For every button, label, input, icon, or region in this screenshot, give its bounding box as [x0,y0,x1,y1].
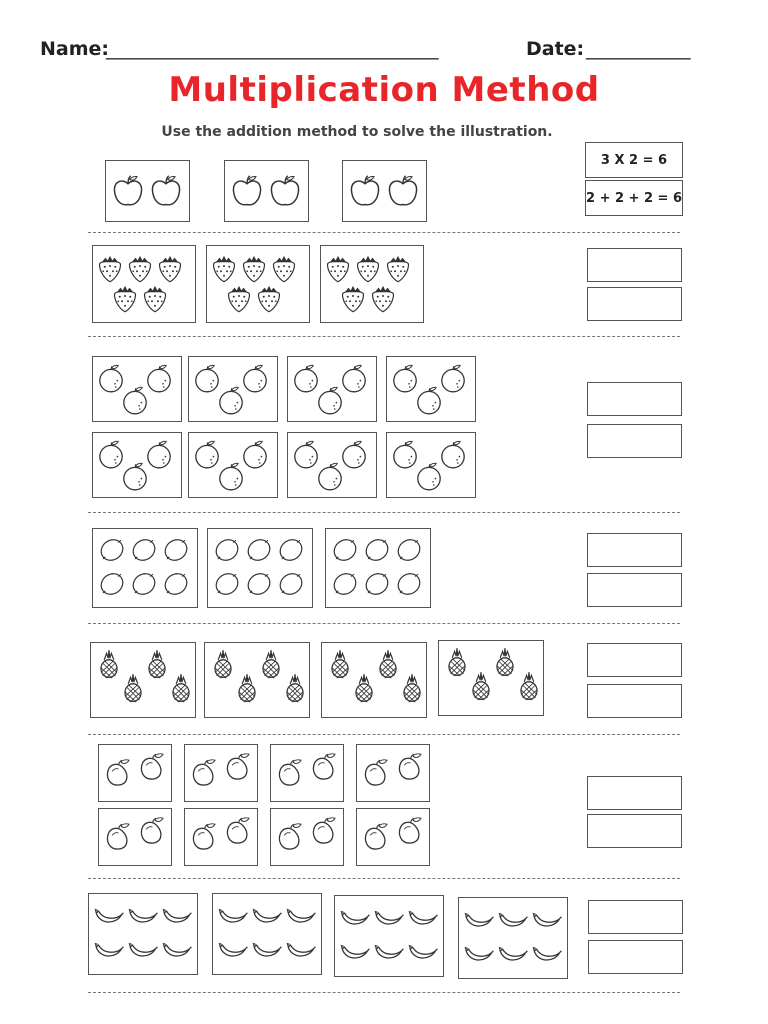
mango-icon [135,751,167,787]
banana-icon [407,902,439,938]
lemon-icon [212,535,242,569]
banana-icon [339,936,371,972]
strawberry-icon [383,254,413,288]
answer-addition-box[interactable] [587,287,682,321]
mango-group-box [356,808,430,866]
orange-icon [215,385,247,421]
banana-group-box [458,897,568,979]
banana-icon [497,904,529,940]
name-date-header [40,38,730,66]
banana-icon [127,934,159,970]
banana-icon [373,902,405,938]
mango-icon [101,757,133,793]
apple-icon [385,173,421,213]
pineapple-group-box [204,642,310,718]
banana-icon [531,938,563,974]
mango-icon [359,757,391,793]
answer-multiplication-box[interactable] [587,776,682,810]
banana-icon [373,936,405,972]
answer-addition-box[interactable] [587,684,682,718]
lemon-icon [394,569,424,603]
banana-icon [531,904,563,940]
banana-icon [251,900,283,936]
lemon-icon [129,569,159,603]
lemon-group-box [325,528,431,608]
date-label: Date: [526,38,585,60]
orange-group-box [92,432,182,498]
example-addition-box: 2 + 2 + 2 = 6 [585,180,683,216]
banana-icon [127,900,159,936]
pineapple-icon [117,671,149,707]
orange-group-box [287,356,377,422]
strawberry-group-box [206,245,310,323]
mango-group-box [98,744,172,802]
apple-icon [110,173,146,213]
banana-icon [497,938,529,974]
lemon-icon [276,569,306,603]
orange-group-box [188,432,278,498]
example-multiplication-box: 3 X 2 = 6 [585,142,683,178]
orange-group-box [386,432,476,498]
lemon-icon [244,535,274,569]
orange-group-box [287,432,377,498]
mango-icon [359,821,391,857]
page-title: Multiplication Method [168,70,600,110]
answer-multiplication-box[interactable] [587,643,682,677]
mango-group-box [270,808,344,866]
strawberry-icon [224,284,254,318]
name-line[interactable]: ___________________________________ [106,38,439,60]
banana-icon [339,902,371,938]
orange-group-box [92,356,182,422]
lemon-group-box [207,528,313,608]
banana-icon [93,900,125,936]
strawberry-icon [140,284,170,318]
section-divider [88,734,680,735]
section-divider [88,512,680,513]
apple-icon [148,173,184,213]
answer-multiplication-box[interactable] [587,533,682,567]
banana-icon [217,934,249,970]
lemon-icon [212,569,242,603]
lemon-icon [97,535,127,569]
orange-icon [119,385,151,421]
name-label: Name: [40,38,110,60]
answer-addition-box[interactable] [587,424,682,458]
pineapple-group-box [438,640,544,716]
banana-group-box [212,893,322,975]
answer-addition-box[interactable] [587,573,682,607]
section-divider [88,623,680,624]
banana-icon [463,938,495,974]
strawberry-icon [110,284,140,318]
orange-group-box [188,356,278,422]
lemon-icon [394,535,424,569]
orange-icon [413,461,445,497]
pineapple-icon [465,669,497,705]
apple-icon [267,173,303,213]
lemon-group-box [92,528,198,608]
pineapple-icon [231,671,263,707]
answer-addition-box[interactable] [587,814,682,848]
mango-icon [393,815,425,851]
banana-group-box [334,895,444,977]
banana-icon [407,936,439,972]
mango-icon [101,821,133,857]
pineapple-icon [396,671,428,707]
banana-icon [93,934,125,970]
lemon-icon [129,535,159,569]
orange-icon [215,461,247,497]
banana-icon [285,900,317,936]
apple-group-box [342,160,427,222]
mango-icon [307,751,339,787]
instruction-text: Use the addition method to solve the illustration. [161,124,553,140]
section-divider [88,336,680,337]
answer-multiplication-box[interactable] [588,900,683,934]
mango-icon [221,751,253,787]
strawberry-group-box [320,245,424,323]
strawberry-icon [269,254,299,288]
mango-icon [393,751,425,787]
orange-icon [314,385,346,421]
apple-icon [229,173,265,213]
lemon-icon [161,535,191,569]
strawberry-icon [155,254,185,288]
banana-icon [285,934,317,970]
mango-icon [135,815,167,851]
pineapple-icon [348,671,380,707]
apple-icon [347,173,383,213]
mango-icon [221,815,253,851]
mango-group-box [98,808,172,866]
strawberry-group-box [92,245,196,323]
banana-group-box [88,893,198,975]
pineapple-icon [513,669,545,705]
mango-group-box [184,808,258,866]
strawberry-icon [323,254,353,288]
mango-group-box [270,744,344,802]
strawberry-icon [254,284,284,318]
mango-icon [187,821,219,857]
section-divider [88,232,680,233]
strawberry-icon [338,284,368,318]
mango-icon [187,757,219,793]
banana-icon [463,904,495,940]
mango-icon [273,821,305,857]
lemon-icon [362,569,392,603]
mango-group-box [356,744,430,802]
lemon-icon [330,535,360,569]
apple-group-box [105,160,190,222]
strawberry-icon [209,254,239,288]
pineapple-group-box [90,642,196,718]
banana-icon [161,934,193,970]
mango-icon [273,757,305,793]
answer-multiplication-box[interactable] [587,248,682,282]
banana-icon [217,900,249,936]
apple-group-box [224,160,309,222]
lemon-icon [362,535,392,569]
pineapple-icon [165,671,197,707]
orange-icon [314,461,346,497]
banana-icon [251,934,283,970]
lemon-icon [97,569,127,603]
lemon-icon [276,535,306,569]
strawberry-icon [125,254,155,288]
strawberry-icon [368,284,398,318]
answer-addition-box[interactable] [588,940,683,974]
section-divider [88,992,680,993]
banana-icon [161,900,193,936]
pineapple-group-box [321,642,427,718]
mango-icon [307,815,339,851]
mango-group-box [184,744,258,802]
section-divider [88,878,680,879]
pineapple-icon [279,671,311,707]
lemon-icon [161,569,191,603]
orange-icon [413,385,445,421]
date-line[interactable]: ___________ [586,38,691,60]
answer-multiplication-box[interactable] [587,382,682,416]
strawberry-icon [239,254,269,288]
strawberry-icon [95,254,125,288]
lemon-icon [330,569,360,603]
lemon-icon [244,569,274,603]
strawberry-icon [353,254,383,288]
orange-group-box [386,356,476,422]
orange-icon [119,461,151,497]
